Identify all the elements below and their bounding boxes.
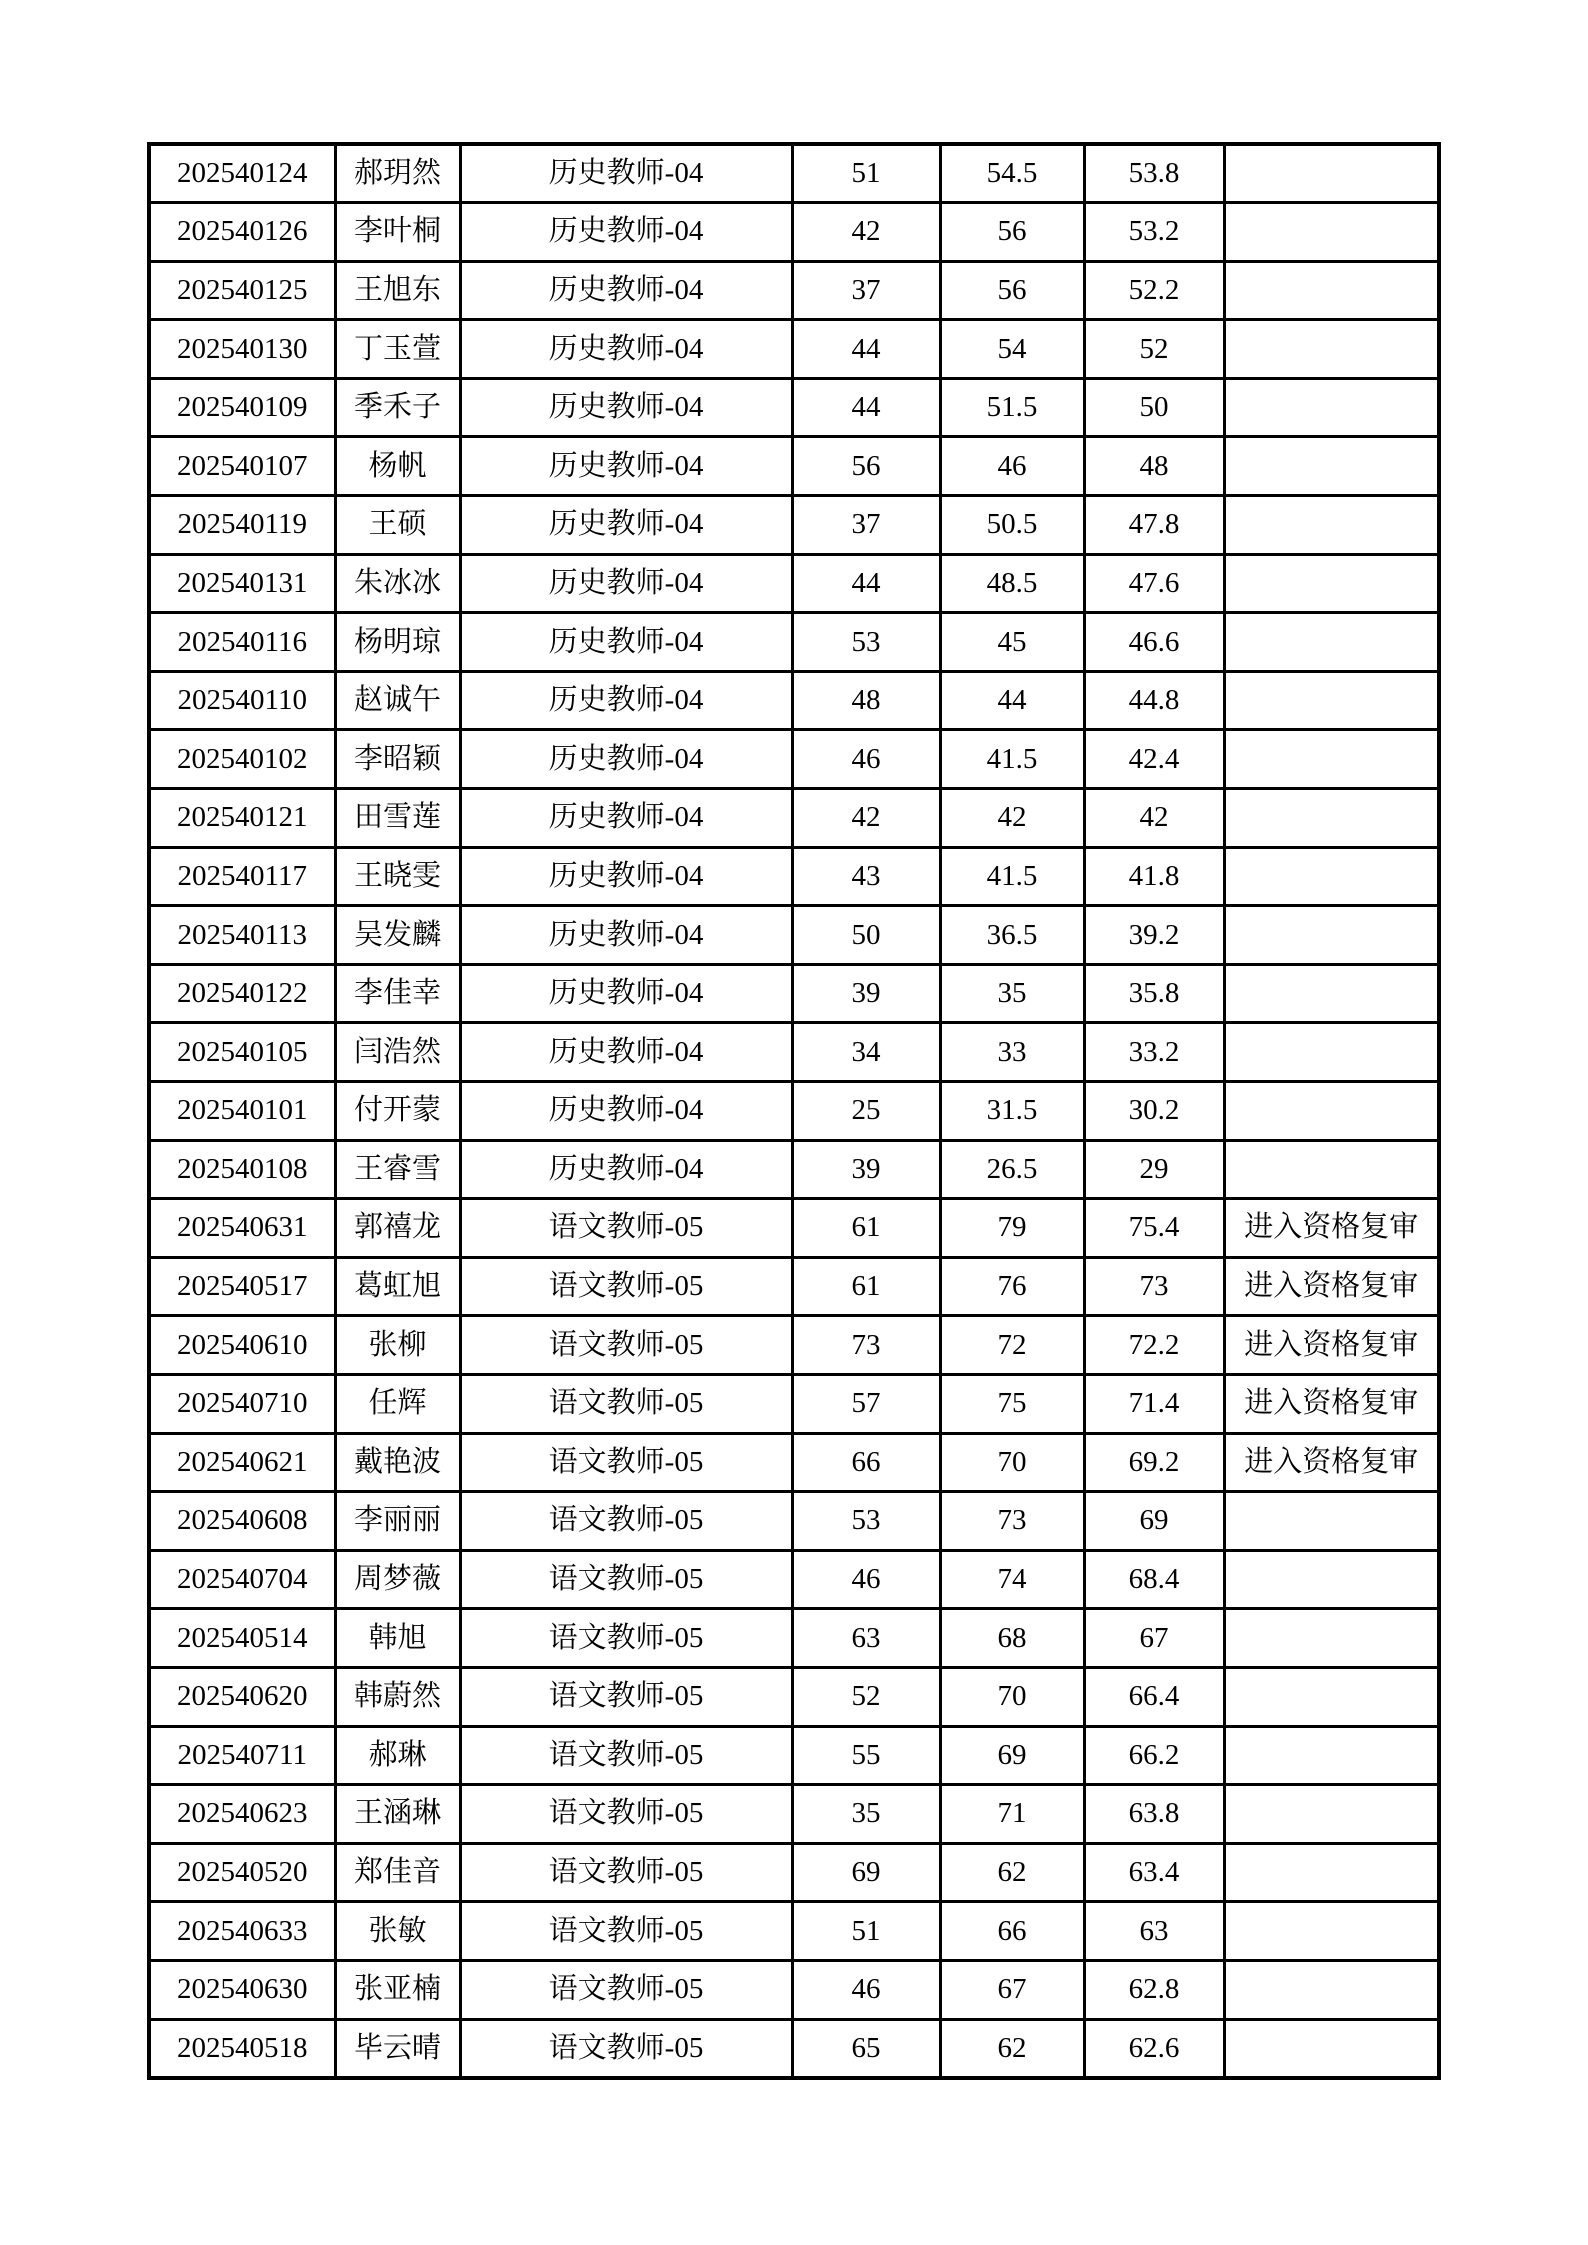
cell-score_3: 69.2 [1084,1433,1224,1492]
cell-remark [1224,378,1439,437]
cell-position: 语文教师-05 [460,1902,792,1961]
cell-score_1: 44 [792,554,940,613]
cell-score_3: 63.4 [1084,1843,1224,1902]
cell-score_3: 53.2 [1084,203,1224,262]
cell-score_3: 47.6 [1084,554,1224,613]
cell-score_1: 35 [792,1785,940,1844]
cell-score_2: 72 [940,1316,1084,1375]
cell-name: 吴发麟 [335,906,460,965]
cell-score_2: 70 [940,1433,1084,1492]
cell-exam_id: 202540124 [149,144,335,203]
cell-exam_id: 202540125 [149,261,335,320]
cell-position: 历史教师-04 [460,144,792,203]
cell-position: 历史教师-04 [460,847,792,906]
cell-score_1: 25 [792,1082,940,1141]
cell-remark [1224,1960,1439,2019]
cell-remark [1224,847,1439,906]
table-row [149,1374,1439,1433]
cell-score_3: 63 [1084,1902,1224,1961]
cell-exam_id: 202540119 [149,496,335,555]
cell-name: 韩蔚然 [335,1667,460,1726]
cell-score_2: 41.5 [940,847,1084,906]
cell-remark [1224,964,1439,1023]
cell-exam_id: 202540621 [149,1433,335,1492]
cell-score_2: 42 [940,789,1084,848]
table-row [149,437,1439,496]
cell-name: 李佳幸 [335,964,460,1023]
cell-score_1: 51 [792,1902,940,1961]
cell-score_1: 43 [792,847,940,906]
cell-name: 季禾子 [335,378,460,437]
cell-score_3: 52 [1084,320,1224,379]
cell-exam_id: 202540711 [149,1726,335,1785]
cell-exam_id: 202540105 [149,1023,335,1082]
cell-score_2: 67 [940,1960,1084,2019]
cell-score_2: 54 [940,320,1084,379]
results-table-body [149,144,1439,2078]
cell-name: 郑佳音 [335,1843,460,1902]
cell-score_3: 29 [1084,1140,1224,1199]
cell-score_1: 46 [792,1550,940,1609]
cell-position: 语文教师-05 [460,1550,792,1609]
cell-name: 付开蒙 [335,1082,460,1141]
cell-position: 语文教师-05 [460,1257,792,1316]
cell-score_3: 46.6 [1084,613,1224,672]
cell-score_3: 71.4 [1084,1374,1224,1433]
cell-score_3: 35.8 [1084,964,1224,1023]
cell-exam_id: 202540101 [149,1082,335,1141]
table-row [149,1316,1439,1375]
cell-score_1: 39 [792,1140,940,1199]
cell-score_3: 39.2 [1084,906,1224,965]
table-row [149,320,1439,379]
cell-score_2: 44 [940,671,1084,730]
table-row [149,730,1439,789]
cell-remark [1224,554,1439,613]
cell-position: 语文教师-05 [460,2019,792,2078]
cell-exam_id: 202540631 [149,1199,335,1258]
cell-score_2: 70 [940,1667,1084,1726]
cell-exam_id: 202540520 [149,1843,335,1902]
table-row [149,1902,1439,1961]
table-row [149,1199,1439,1258]
cell-exam_id: 202540704 [149,1550,335,1609]
cell-exam_id: 202540116 [149,613,335,672]
cell-score_3: 69 [1084,1492,1224,1551]
cell-score_1: 46 [792,1960,940,2019]
table-row [149,1140,1439,1199]
cell-position: 语文教师-05 [460,1492,792,1551]
cell-name: 张亚楠 [335,1960,460,2019]
cell-remark [1224,613,1439,672]
table-row [149,964,1439,1023]
cell-score_1: 65 [792,2019,940,2078]
cell-score_3: 67 [1084,1609,1224,1668]
cell-remark [1224,2019,1439,2078]
cell-name: 郝琳 [335,1726,460,1785]
cell-position: 历史教师-04 [460,378,792,437]
cell-score_1: 42 [792,203,940,262]
cell-score_1: 52 [792,1667,940,1726]
table-row [149,261,1439,320]
cell-score_1: 39 [792,964,940,1023]
cell-score_3: 42.4 [1084,730,1224,789]
cell-score_1: 37 [792,496,940,555]
cell-score_1: 44 [792,378,940,437]
cell-position: 语文教师-05 [460,1785,792,1844]
cell-remark [1224,789,1439,848]
table-row [149,613,1439,672]
cell-position: 语文教师-05 [460,1960,792,2019]
cell-name: 李丽丽 [335,1492,460,1551]
cell-score_3: 72.2 [1084,1316,1224,1375]
cell-remark [1224,1023,1439,1082]
cell-exam_id: 202540623 [149,1785,335,1844]
cell-score_1: 51 [792,144,940,203]
cell-score_2: 79 [940,1199,1084,1258]
cell-position: 历史教师-04 [460,437,792,496]
cell-position: 历史教师-04 [460,320,792,379]
cell-position: 历史教师-04 [460,613,792,672]
cell-score_3: 62.8 [1084,1960,1224,2019]
cell-remark [1224,1492,1439,1551]
table-row [149,1667,1439,1726]
cell-remark [1224,320,1439,379]
cell-name: 王旭东 [335,261,460,320]
cell-remark: 进入资格复审 [1224,1433,1439,1492]
table-row [149,1960,1439,2019]
cell-score_3: 68.4 [1084,1550,1224,1609]
table-row [149,1843,1439,1902]
cell-remark [1224,437,1439,496]
cell-position: 语文教师-05 [460,1843,792,1902]
table-row [149,1609,1439,1668]
cell-name: 王涵琳 [335,1785,460,1844]
cell-name: 郭禧龙 [335,1199,460,1258]
cell-position: 语文教师-05 [460,1667,792,1726]
cell-exam_id: 202540108 [149,1140,335,1199]
cell-name: 李叶桐 [335,203,460,262]
cell-position: 历史教师-04 [460,1140,792,1199]
cell-score_2: 46 [940,437,1084,496]
cell-name: 戴艳波 [335,1433,460,1492]
cell-name: 闫浩然 [335,1023,460,1082]
cell-score_1: 61 [792,1199,940,1258]
cell-score_2: 26.5 [940,1140,1084,1199]
cell-remark [1224,1785,1439,1844]
cell-score_2: 45 [940,613,1084,672]
cell-score_2: 51.5 [940,378,1084,437]
cell-score_1: 53 [792,1492,940,1551]
cell-score_3: 52.2 [1084,261,1224,320]
cell-position: 历史教师-04 [460,496,792,555]
cell-position: 语文教师-05 [460,1609,792,1668]
cell-exam_id: 202540710 [149,1374,335,1433]
table-row [149,378,1439,437]
cell-score_2: 74 [940,1550,1084,1609]
cell-exam_id: 202540518 [149,2019,335,2078]
table-row [149,1023,1439,1082]
cell-exam_id: 202540110 [149,671,335,730]
cell-name: 赵诚午 [335,671,460,730]
cell-name: 周梦薇 [335,1550,460,1609]
cell-exam_id: 202540620 [149,1667,335,1726]
cell-score_2: 48.5 [940,554,1084,613]
cell-score_3: 41.8 [1084,847,1224,906]
cell-exam_id: 202540121 [149,789,335,848]
cell-score_2: 50.5 [940,496,1084,555]
cell-position: 语文教师-05 [460,1433,792,1492]
exam-results-table [147,142,1441,2080]
cell-position: 语文教师-05 [460,1726,792,1785]
cell-score_3: 73 [1084,1257,1224,1316]
cell-exam_id: 202540517 [149,1257,335,1316]
cell-exam_id: 202540113 [149,906,335,965]
table-row [149,1433,1439,1492]
cell-position: 语文教师-05 [460,1199,792,1258]
cell-score_1: 73 [792,1316,940,1375]
cell-name: 丁玉萱 [335,320,460,379]
cell-position: 历史教师-04 [460,554,792,613]
cell-score_1: 42 [792,789,940,848]
cell-score_2: 69 [940,1726,1084,1785]
table-row [149,671,1439,730]
table-row [149,554,1439,613]
cell-name: 张柳 [335,1316,460,1375]
cell-score_2: 62 [940,1843,1084,1902]
cell-remark [1224,730,1439,789]
cell-score_1: 69 [792,1843,940,1902]
cell-remark [1224,261,1439,320]
table-row [149,789,1439,848]
cell-score_2: 76 [940,1257,1084,1316]
cell-name: 田雪莲 [335,789,460,848]
cell-remark: 进入资格复审 [1224,1316,1439,1375]
cell-score_1: 66 [792,1433,940,1492]
cell-exam_id: 202540630 [149,1960,335,2019]
cell-remark [1224,1140,1439,1199]
cell-score_3: 62.6 [1084,2019,1224,2078]
cell-score_2: 56 [940,261,1084,320]
cell-remark [1224,1726,1439,1785]
cell-remark [1224,1667,1439,1726]
cell-exam_id: 202540107 [149,437,335,496]
cell-name: 毕云晴 [335,2019,460,2078]
cell-exam_id: 202540109 [149,378,335,437]
cell-exam_id: 202540608 [149,1492,335,1551]
cell-score_1: 56 [792,437,940,496]
cell-score_2: 75 [940,1374,1084,1433]
table-row [149,1082,1439,1141]
table-row [149,203,1439,262]
cell-score_2: 36.5 [940,906,1084,965]
cell-score_3: 50 [1084,378,1224,437]
cell-score_1: 50 [792,906,940,965]
cell-score_2: 62 [940,2019,1084,2078]
cell-score_3: 42 [1084,789,1224,848]
cell-name: 王睿雪 [335,1140,460,1199]
cell-score_1: 37 [792,261,940,320]
table-row [149,847,1439,906]
cell-remark [1224,671,1439,730]
cell-position: 历史教师-04 [460,203,792,262]
cell-name: 王晓雯 [335,847,460,906]
cell-score_3: 75.4 [1084,1199,1224,1258]
cell-score_2: 31.5 [940,1082,1084,1141]
cell-exam_id: 202540102 [149,730,335,789]
cell-remark: 进入资格复审 [1224,1374,1439,1433]
cell-score_2: 33 [940,1023,1084,1082]
cell-score_3: 53.8 [1084,144,1224,203]
table-row [149,1726,1439,1785]
cell-position: 语文教师-05 [460,1316,792,1375]
cell-name: 郝玥然 [335,144,460,203]
cell-exam_id: 202540117 [149,847,335,906]
cell-name: 王硕 [335,496,460,555]
cell-name: 李昭颖 [335,730,460,789]
cell-name: 韩旭 [335,1609,460,1668]
cell-position: 历史教师-04 [460,671,792,730]
cell-name: 杨帆 [335,437,460,496]
cell-score_1: 55 [792,1726,940,1785]
cell-position: 历史教师-04 [460,906,792,965]
cell-position: 语文教师-05 [460,1374,792,1433]
cell-score_3: 30.2 [1084,1082,1224,1141]
cell-name: 任辉 [335,1374,460,1433]
cell-position: 历史教师-04 [460,261,792,320]
cell-position: 历史教师-04 [460,1023,792,1082]
cell-score_1: 63 [792,1609,940,1668]
cell-score_1: 57 [792,1374,940,1433]
cell-exam_id: 202540131 [149,554,335,613]
cell-score_1: 48 [792,671,940,730]
cell-score_3: 47.8 [1084,496,1224,555]
table-row [149,1492,1439,1551]
cell-score_3: 63.8 [1084,1785,1224,1844]
cell-position: 历史教师-04 [460,730,792,789]
cell-remark [1224,496,1439,555]
cell-name: 杨明琼 [335,613,460,672]
cell-position: 历史教师-04 [460,1082,792,1141]
cell-remark [1224,1082,1439,1141]
cell-exam_id: 202540633 [149,1902,335,1961]
cell-score_2: 56 [940,203,1084,262]
cell-score_1: 46 [792,730,940,789]
cell-score_1: 34 [792,1023,940,1082]
cell-exam_id: 202540130 [149,320,335,379]
cell-remark: 进入资格复审 [1224,1257,1439,1316]
cell-exam_id: 202540514 [149,1609,335,1668]
cell-name: 葛虹旭 [335,1257,460,1316]
cell-score_1: 44 [792,320,940,379]
cell-score_2: 41.5 [940,730,1084,789]
cell-score_3: 48 [1084,437,1224,496]
cell-score_2: 73 [940,1492,1084,1551]
table-row [149,496,1439,555]
cell-remark [1224,203,1439,262]
cell-remark: 进入资格复审 [1224,1199,1439,1258]
cell-remark [1224,1843,1439,1902]
cell-score_2: 35 [940,964,1084,1023]
cell-exam_id: 202540122 [149,964,335,1023]
cell-exam_id: 202540126 [149,203,335,262]
cell-remark [1224,1902,1439,1961]
cell-score_3: 33.2 [1084,1023,1224,1082]
cell-remark [1224,906,1439,965]
cell-score_2: 66 [940,1902,1084,1961]
cell-remark [1224,1609,1439,1668]
cell-position: 历史教师-04 [460,789,792,848]
cell-position: 历史教师-04 [460,964,792,1023]
cell-score_1: 61 [792,1257,940,1316]
table-row [149,1785,1439,1844]
cell-exam_id: 202540610 [149,1316,335,1375]
table-row [149,906,1439,965]
table-row [149,1257,1439,1316]
cell-remark [1224,1550,1439,1609]
cell-remark [1224,144,1439,203]
table-row [149,144,1439,203]
table-row [149,1550,1439,1609]
cell-score_2: 71 [940,1785,1084,1844]
cell-score_2: 54.5 [940,144,1084,203]
cell-name: 张敏 [335,1902,460,1961]
cell-score_2: 68 [940,1609,1084,1668]
table-row [149,2019,1439,2078]
cell-name: 朱冰冰 [335,554,460,613]
cell-score_1: 53 [792,613,940,672]
cell-score_3: 66.4 [1084,1667,1224,1726]
cell-score_3: 44.8 [1084,671,1224,730]
cell-score_3: 66.2 [1084,1726,1224,1785]
